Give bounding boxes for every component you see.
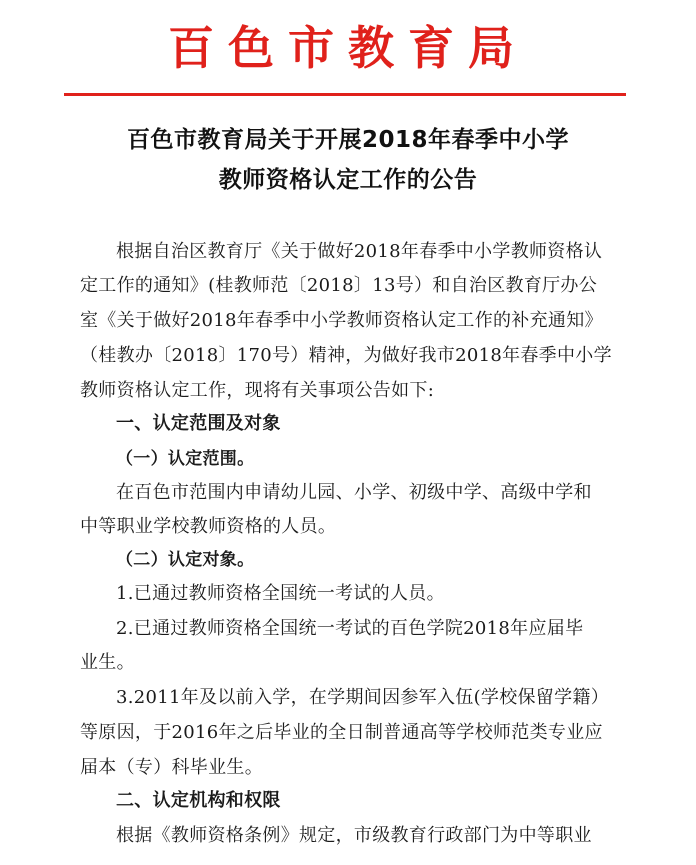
- letterhead-red-rule: [64, 93, 626, 96]
- intro-line-1: 根据自治区教育厅《关于做好2018年春季中小学教师资格认: [116, 241, 603, 262]
- notice-title-line-2: 教师资格认定工作的公告: [218, 167, 478, 193]
- authority-line-1: 根据《教师资格条例》规定，市级教育行政部门为中等职业: [116, 825, 592, 846]
- intro-line-2: 定工作的通知》(桂教师范〔2018〕13号）和自治区教育厅办公: [80, 275, 598, 296]
- section-2-heading: 二、认定机构和权限: [116, 790, 281, 811]
- intro-line-3: 室《关于做好2018年春季中小学教师资格认定工作的补充通知》: [80, 310, 603, 331]
- eligibility-item-3-line-1: 3.2011年及以前入学，在学期间因参军入伍(学校保留学籍）: [116, 687, 610, 708]
- eligibility-item-1: 1.已通过教师资格全国统一考试的人员。: [116, 583, 445, 604]
- section-1-sub-1-heading: （一）认定范围。: [116, 449, 255, 469]
- letterhead-org-name: 百色市教育局: [168, 21, 528, 75]
- eligibility-item-2-line-1: 2.已通过教师资格全国统一考试的百色学院2018年应届毕: [116, 618, 584, 639]
- section-1-heading: 一、认定范围及对象: [116, 413, 281, 434]
- intro-line-5: 教师资格认定工作，现将有关事项公告如下:: [80, 380, 435, 401]
- scope-line-1: 在百色市范围内申请幼儿园、小学、初级中学、高级中学和: [116, 482, 592, 503]
- intro-line-4: （桂教办〔2018〕170号）精神，为做好我市2018年春季中小学: [80, 345, 612, 366]
- eligibility-item-3-line-2: 等原因，于2016年之后毕业的全日制普通高等学校师范类专业应: [80, 722, 603, 743]
- scope-line-2: 中等职业学校教师资格的人员。: [80, 516, 337, 537]
- eligibility-item-2-line-2: 业生。: [80, 652, 135, 673]
- notice-title-line-1: 百色市教育局关于开展2018年春季中小学: [126, 127, 569, 153]
- eligibility-item-3-line-3: 届本（专）科毕业生。: [80, 757, 263, 778]
- section-1-sub-2-heading: （二）认定对象。: [116, 550, 255, 570]
